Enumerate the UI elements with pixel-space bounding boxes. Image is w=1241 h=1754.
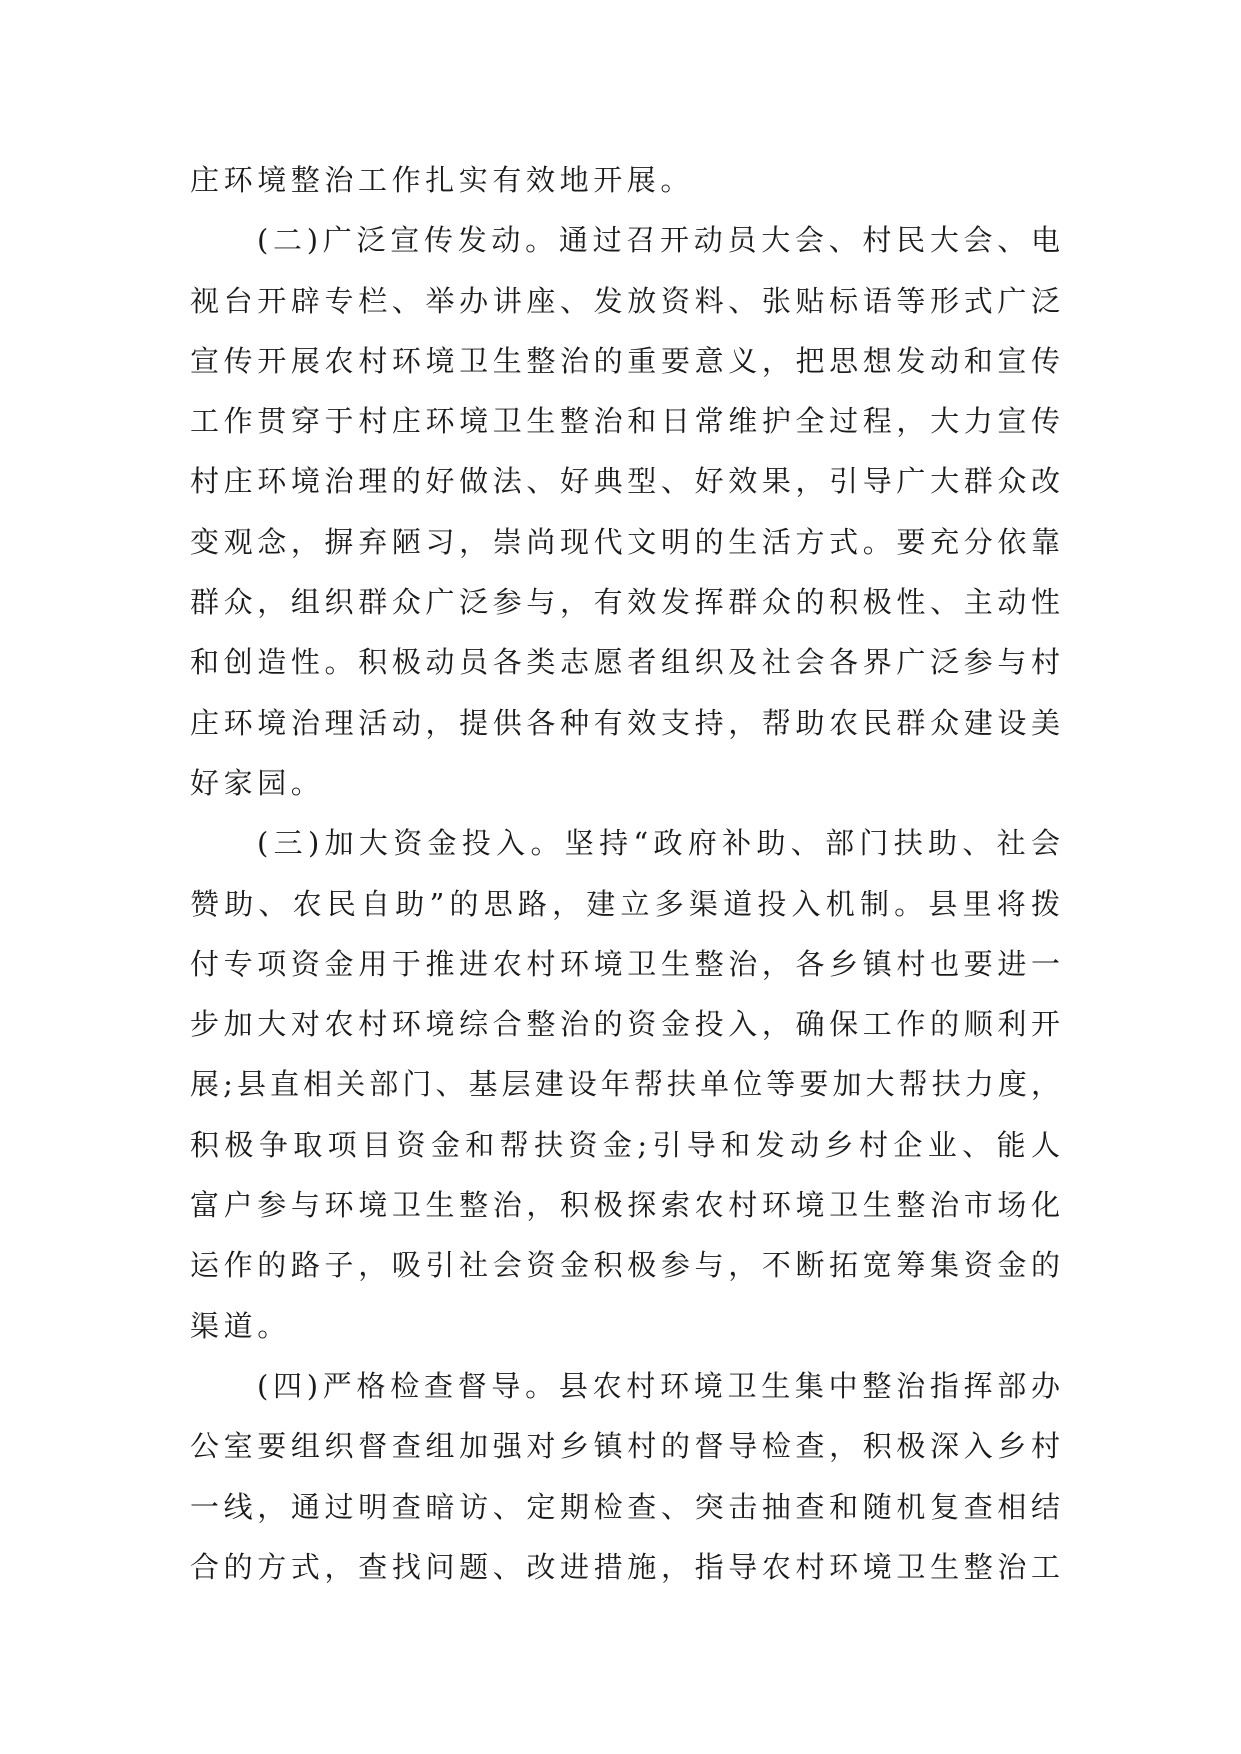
text-line: 村庄环境治理的好做法、好典型、好效果，引导广大群众改 (190, 464, 1060, 499)
text-line: 好家园。 (190, 765, 325, 800)
text-line: 步加大对农村环境综合整治的资金投入，确保工作的顺利开 (190, 1007, 1060, 1042)
text-line: 富户参与环境卫生整治，积极探索农村环境卫生整治市场化 (190, 1188, 1060, 1223)
text-line: 群众，组织群众广泛参与，有效发挥群众的积极性、主动性 (190, 585, 1060, 620)
document-body (190, 150, 1060, 1597)
text-line: 展;县直相关部门、基层建设年帮扶单位等要加大帮扶力度， (190, 1067, 1060, 1102)
text-line: 一线，通过明查暗访、定期检查、突击抽查和随机复查相结 (190, 1489, 1060, 1524)
paragraph-3-heading-line: (三)加大资金投入。坚持“政府补助、部门扶助、社会 (257, 826, 1060, 861)
text-line: 宣传开展农村环境卫生整治的重要意义，把思想发动和宣传 (190, 343, 1060, 378)
paragraph-4-heading-line: (四)严格检查督导。县农村环境卫生集中整治指挥部办 (257, 1368, 1060, 1403)
text-line: 积极争取项目资金和帮扶资金;引导和发动乡村企业、能人 (190, 1127, 1060, 1162)
text-line: 视台开辟专栏、举办讲座、发放资料、张贴标语等形式广泛 (190, 283, 1060, 318)
text-line: 渠道。 (190, 1308, 291, 1343)
text-line: 运作的路子，吸引社会资金积极参与，不断拓宽筹集资金的 (190, 1248, 1060, 1283)
text-line: 付专项资金用于推进农村环境卫生整治，各乡镇村也要进一 (190, 946, 1060, 981)
text-line: 合的方式，查找问题、改进措施，指导农村环境卫生整治工 (190, 1549, 1060, 1584)
text-line: 庄环境整治工作扎实有效地开展。 (190, 163, 695, 197)
text-line: 变观念，摒弃陋习，崇尚现代文明的生活方式。要充分依靠 (190, 524, 1060, 559)
text-line: 庄环境治理活动，提供各种有效支持，帮助农民群众建设美 (190, 705, 1060, 740)
text-line: 和创造性。积极动员各类志愿者组织及社会各界广泛参与村 (190, 645, 1060, 680)
text-line: 工作贯穿于村庄环境卫生整治和日常维护全过程，大力宣传 (190, 404, 1060, 439)
text-line: 公室要组织督查组加强对乡镇村的督导检查，积极深入乡村 (190, 1429, 1060, 1464)
text-line: 赞助、农民自助”的思路，建立多渠道投入机制。县里将拨 (190, 886, 1060, 921)
paragraph-2-heading-line: (二)广泛宣传发动。通过召开动员大会、村民大会、电 (257, 223, 1060, 258)
